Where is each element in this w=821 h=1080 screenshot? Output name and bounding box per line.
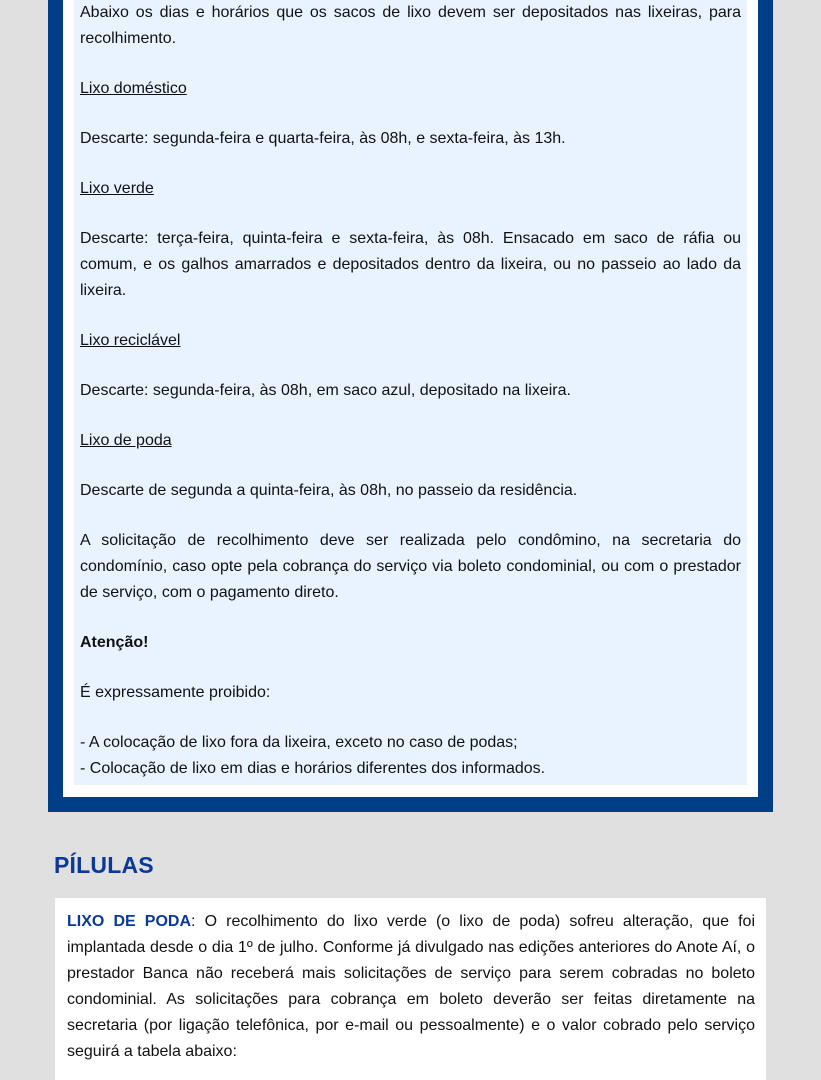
rule-item: - A colocação de lixo fora da lixeira, exceto no caso de podas; <box>80 734 518 751</box>
section-title-reciclavel: Lixo reciclável <box>80 332 181 349</box>
request-text: A solicitação de recolhimento deve ser realizada pelo condômino, na secretaria do condomínio, caso opte pela cobrança do serviço via boleto condominial, ou com o prestador de serviço, com o pagamento direto. <box>80 532 741 601</box>
section-text-domestico: Descarte: segunda-feira e quarta-feira, às 08h, e sexta-feira, às 13h. <box>80 130 566 147</box>
section-title-domestico: Lixo doméstico <box>80 80 187 97</box>
rule-item: - Colocação de lixo em dias e horários diferentes dos informados. <box>80 760 546 777</box>
attention-heading: Atenção! <box>80 634 149 651</box>
notice-frame <box>48 0 773 812</box>
pilulas-box <box>55 898 766 1080</box>
section-title-poda: Lixo de poda <box>80 432 172 449</box>
pilulas-item-text: : O recolhimento do lixo verde (o lixo de poda) sofreu alteração, que foi implantada desde o dia 1º de julho. Conforme já divulgado nas edições anteriores do Anote Aí, o prestador Banca não receberá mais solicitações de serviço para serem cobradas no boleto condominial. As solicitações para cobrança em boleto deverão ser feitas diretamente na secretaria (por ligação telefônica, por e-mail ou pessoalmente) e o valor cobrado pelo serviço seguirá a tabela abaixo: <box>67 913 756 1060</box>
section-text-verde: Descarte: terça-feira, quinta-feira e sexta-feira, às 08h. Ensacado em saco de ráfia ou comum, e os galhos amarrados e depositados dentro da lixeira, ou no passeio ao lado da lixeira. <box>80 230 741 299</box>
section-text-reciclavel: Descarte: segunda-feira, às 08h, em saco azul, depositado na lixeira. <box>80 382 571 399</box>
notice-content <box>74 0 747 785</box>
section-text-poda: Descarte de segunda a quinta-feira, às 08h, no passeio da residência. <box>80 482 578 499</box>
pilulas-title: PÍLULAS <box>54 852 154 878</box>
pilulas-item-label: LIXO DE PODA <box>67 913 192 930</box>
section-title-verde: Lixo verde <box>80 180 154 197</box>
notice-border <box>63 0 758 797</box>
prohibited-text: É expressamente proibido: <box>80 684 271 701</box>
notice-intro: Abaixo os dias e horários que os sacos de lixo devem ser depositados nas lixeiras, para recolhimento. <box>80 4 741 47</box>
pilulas-item <box>55 898 766 1065</box>
